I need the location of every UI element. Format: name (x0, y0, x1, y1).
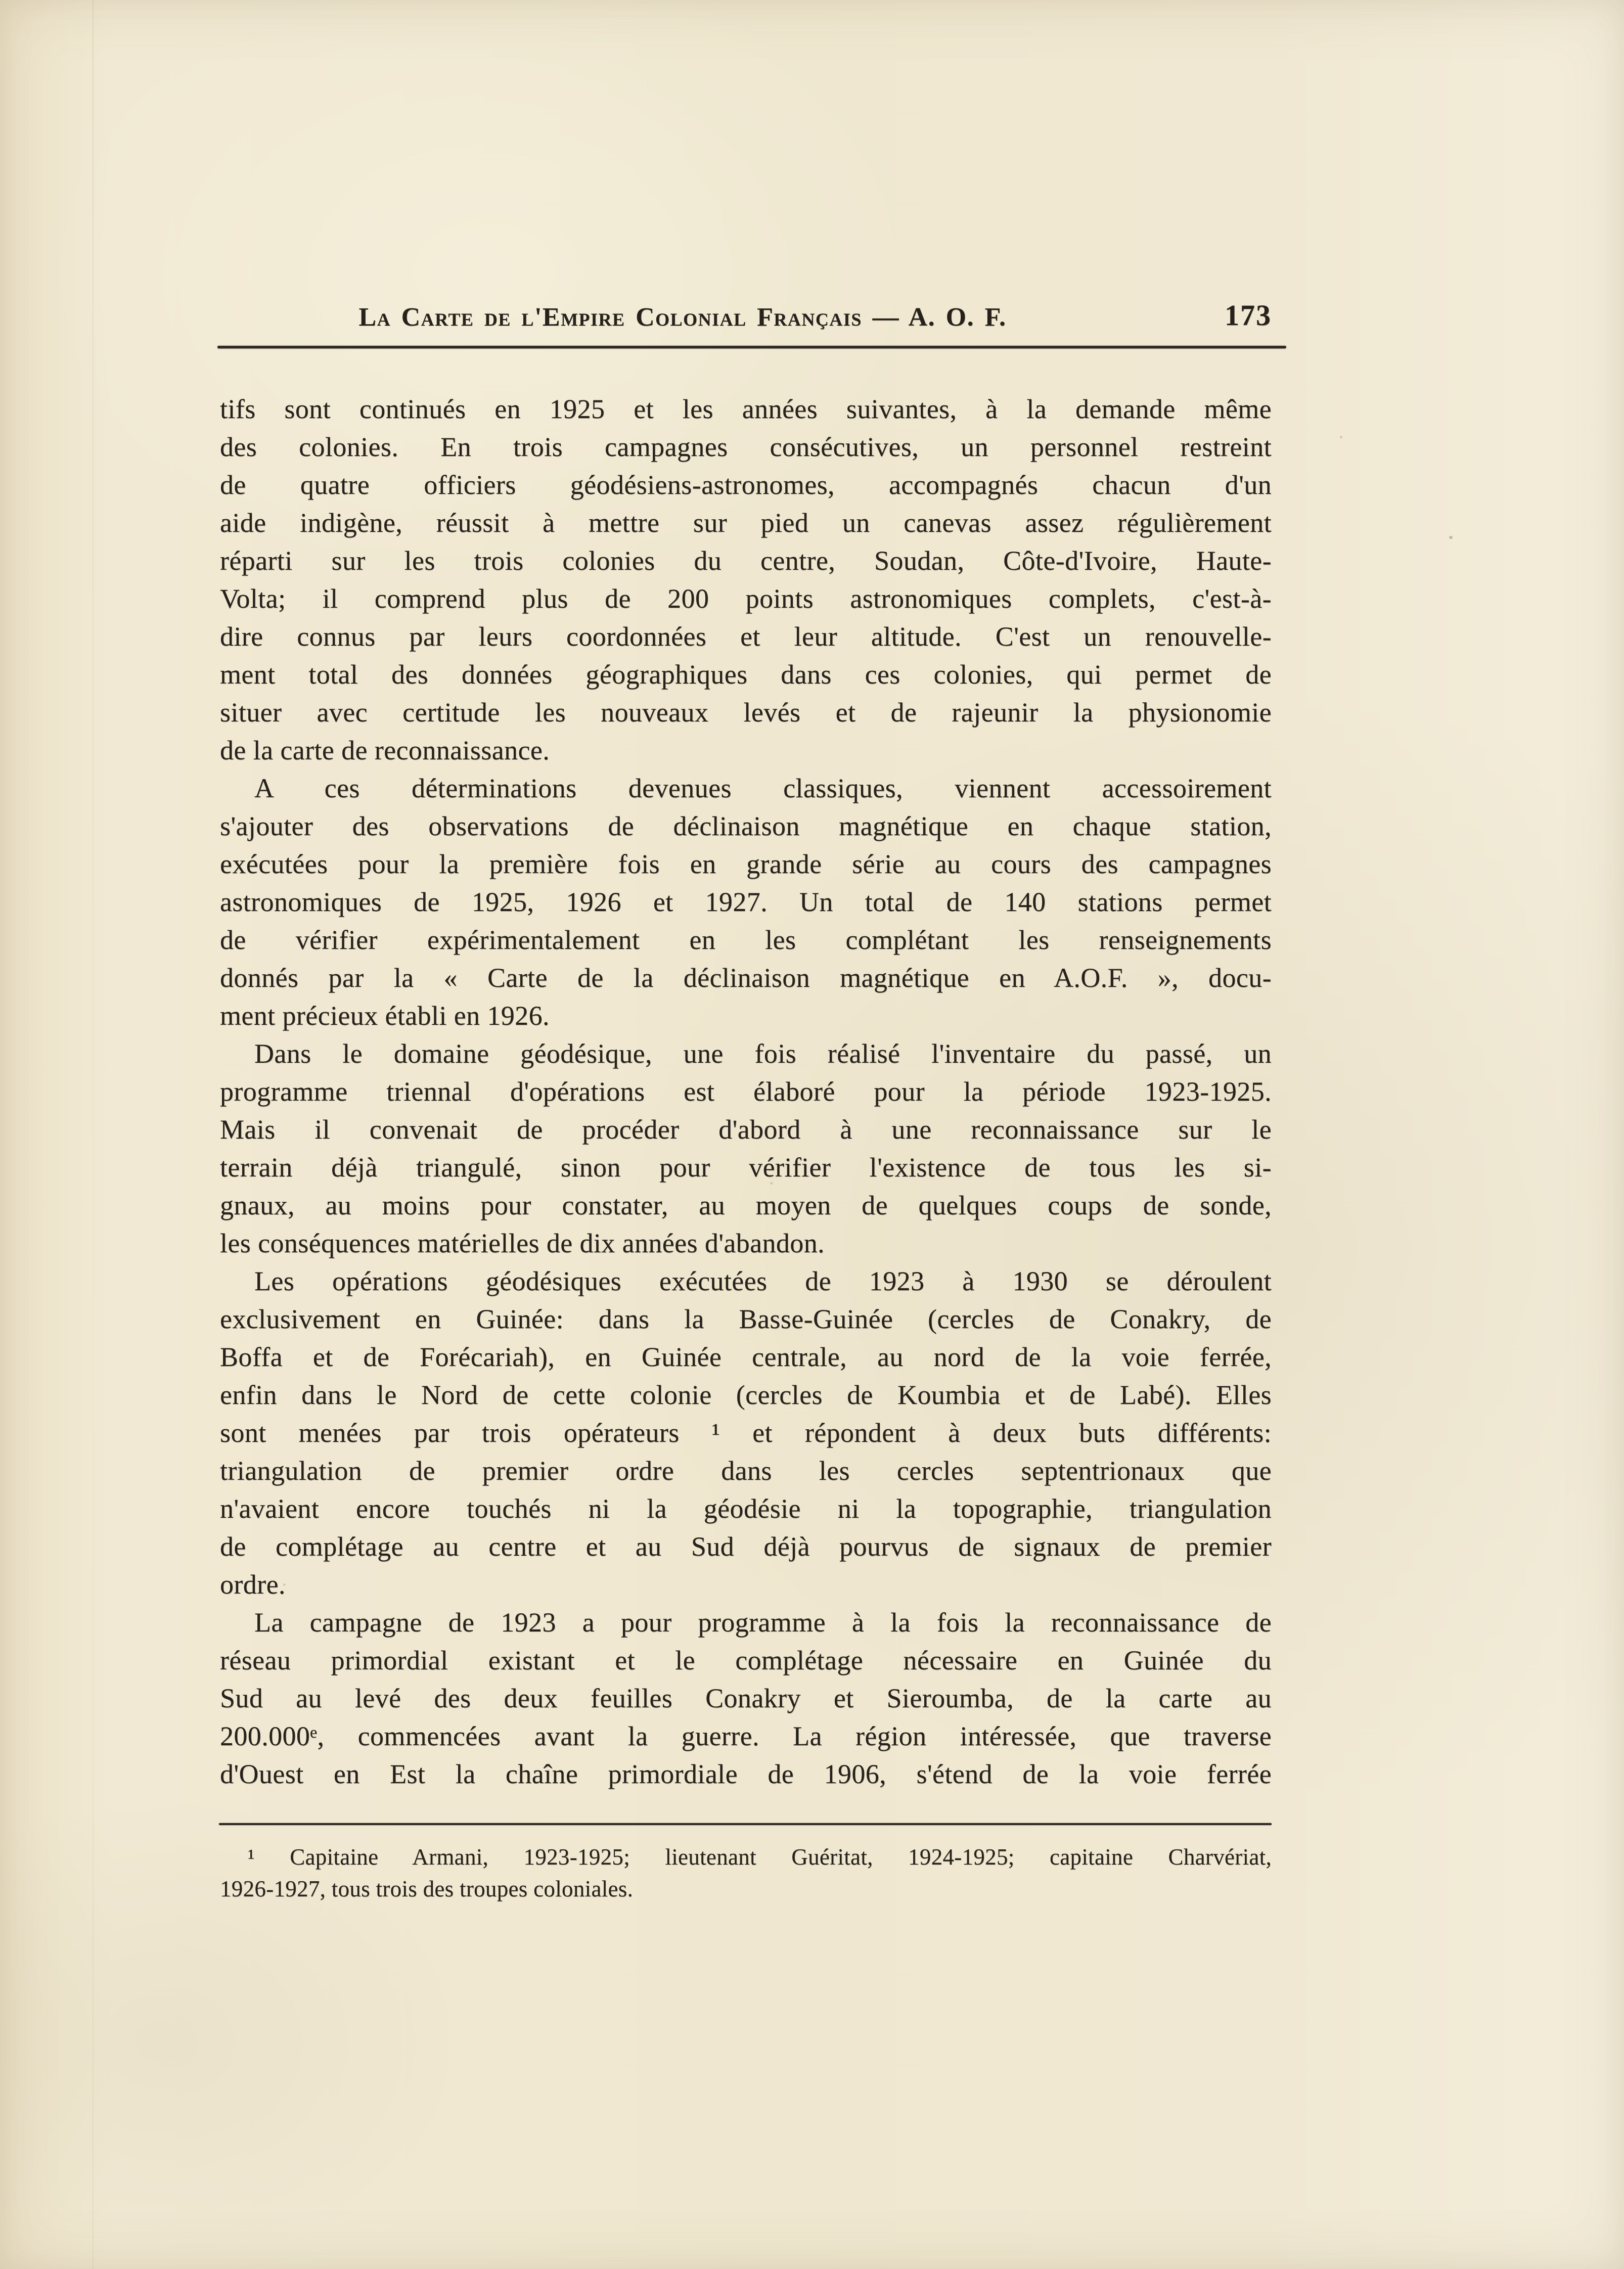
text-line: d'Ouest en Est la chaîne primordiale de 1906, s'étend de la voie ferrée (220, 1759, 1272, 1789)
text-line: de la carte de reconnaissance. (220, 735, 550, 765)
text-line: enfin dans le Nord de cette colonie (cercles de Koumbia et de Labé). Elles (220, 1380, 1272, 1410)
text-line: La campagne de 1923 a pour programme à la fois la reconnaissance de (254, 1607, 1272, 1638)
paragraph (220, 1035, 1272, 1262)
text-line: triangulation de premier ordre dans les cercles septentrionaux que (220, 1456, 1272, 1486)
text-line: situer avec certitude les nouveaux levés et de rajeunir la physionomie (220, 697, 1272, 728)
text-line: de quatre officiers géodésiens-astronomes, accompagnés chacun d'un (220, 470, 1272, 500)
text-line: s'ajouter des observations de déclinaison magnétique en chaque station, (220, 811, 1272, 841)
text-line: aide indigène, réussit à mettre sur pied un canevas assez régulièrement (220, 508, 1272, 538)
text-line: tifs sont continués en 1925 et les années suivantes, à la demande même (220, 394, 1272, 424)
header-rule (217, 346, 1286, 348)
text-line: sont menées par trois opérateurs ¹ et répondent à deux buts différents: (220, 1418, 1272, 1448)
paragraph (220, 390, 1272, 769)
paragraph (220, 769, 1272, 1035)
paragraph (220, 1604, 1272, 1793)
text-line: Les opérations géodésiques exécutées de 1923 à 1930 se déroulent (254, 1266, 1272, 1296)
text-line: terrain déjà triangulé, sinon pour vérifier l'existence de tous les si- (220, 1152, 1272, 1183)
text-line: donnés par la « Carte de la déclinaison magnétique en A.O.F. », docu- (220, 963, 1272, 993)
text-line: les conséquences matérielles de dix années d'abandon. (220, 1228, 825, 1258)
paragraph (220, 1262, 1272, 1604)
footnote (220, 1841, 1272, 1905)
footnote-line: 1926-1927, tous trois des troupes coloniales. (220, 1876, 634, 1901)
scan-speck (1340, 436, 1342, 438)
text-line: programme triennal d'opérations est élaboré pour la période 1923-1925. (220, 1076, 1272, 1107)
text-line: réseau primordial existant et le complétage nécessaire en Guinée du (220, 1645, 1272, 1675)
text-line: des colonies. En trois campagnes consécutives, un personnel restreint (220, 432, 1272, 462)
text-line: Volta; il comprend plus de 200 points astronomiques complets, c'est-à- (220, 583, 1272, 614)
text-line: A ces déterminations devenues classiques, viennent accessoirement (254, 773, 1272, 803)
scan-speck (1449, 536, 1453, 539)
text-line: ment total des données géographiques dans ces colonies, qui permet de (220, 659, 1272, 690)
text-line: exclusivement en Guinée: dans la Basse-Guinée (cercles de Conakry, de (220, 1304, 1272, 1334)
text-line: dire connus par leurs coordonnées et leur altitude. C'est un renouvelle- (220, 621, 1272, 652)
text-column (220, 390, 1272, 1793)
text-line: Mais il convenait de procéder d'abord à une reconnaissance sur le (220, 1114, 1272, 1145)
text-line: n'avaient encore touchés ni la géodésie ni la topographie, triangulation (220, 1493, 1272, 1524)
footnote-rule (219, 1823, 1272, 1825)
text-line: exécutées pour la première fois en grande série au cours des campagnes (220, 849, 1272, 879)
footnote-line: ¹ Capitaine Armani, 1923-1925; lieutenant Guéritat, 1924-1925; capitaine Charvériat, (248, 1844, 1272, 1870)
text-line: réparti sur les trois colonies du centre, Soudan, Côte-d'Ivoire, Haute- (220, 546, 1272, 576)
text-line: gnaux, au moins pour constater, au moyen de quelques coups de sonde, (220, 1190, 1272, 1220)
text-line: Boffa et de Forécariah), en Guinée centrale, au nord de la voie ferrée, (220, 1342, 1272, 1372)
running-title: La Carte de l'Empire Colonial Français — A. O. F. (358, 303, 1007, 332)
page-number: 173 (1225, 299, 1272, 332)
paper-crease (93, 0, 94, 2269)
text-line: astronomiques de 1925, 1926 et 1927. Un total de 140 stations permet (220, 887, 1272, 917)
text-line: 200.000ᵉ, commencées avant la guerre. La région intéressée, que traverse (220, 1721, 1272, 1751)
text-line: ordre. (220, 1569, 286, 1600)
paragraphs (220, 390, 1272, 1793)
text-line: Dans le domaine géodésique, une fois réalisé l'inventaire du passé, un (254, 1038, 1272, 1069)
text-line: de complétage au centre et au Sud déjà pourvus de signaux de premier (220, 1531, 1272, 1562)
text-line: ment précieux établi en 1926. (220, 1001, 550, 1031)
text-line: de vérifier expérimentalement en les complétant les renseignements (220, 925, 1272, 955)
text-line: Sud au levé des deux feuilles Conakry et Sieroumba, de la carte au (220, 1683, 1272, 1713)
